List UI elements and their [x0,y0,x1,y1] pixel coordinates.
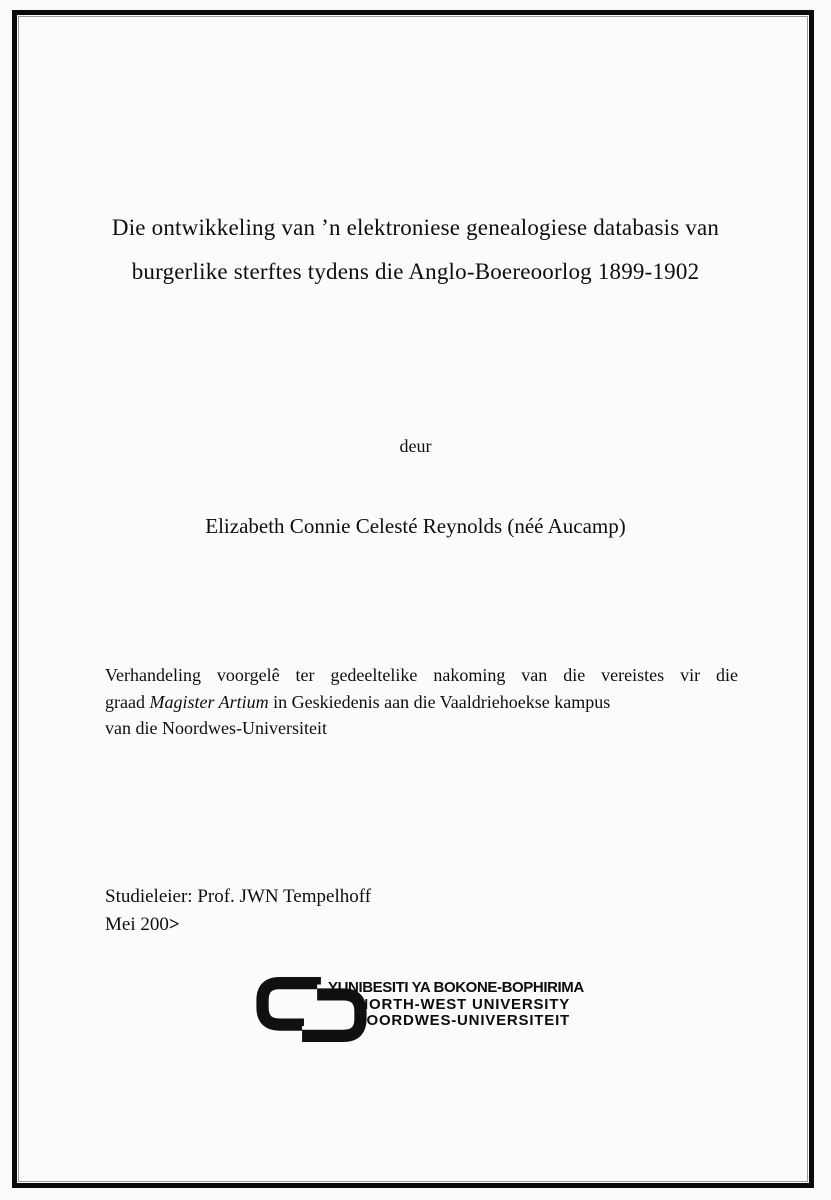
submission-line-1: Verhandeling voorgelê ter gedeeltelike nakoming van die vereistes vir die [105,665,738,685]
submission-line-3: van die Noordwes-Universiteit [105,718,327,738]
date-final-digit: > [168,914,179,935]
logo-line-english: NORTH-WEST UNIVERSITY [357,995,570,1013]
degree-name: Magister Artium [149,691,269,712]
nwu-logo-wordmark [328,979,584,1030]
submission-line-2-suffix: in Geskiedenis aan die Vaaldriehoekse kampus [268,691,611,712]
submission-line-2 [105,689,738,716]
author-name: Elizabeth Connie Celesté Reynolds (néé Aucamp) [205,514,626,538]
thesis-title-line-1: Die ontwikkeling van ’n elektroniese genealogiese databasis van [111,215,720,240]
date-line [105,911,371,939]
supervisor-line: Studieleier: Prof. JWN Tempelhoff [105,886,372,907]
supervisor-block [105,883,371,939]
thesis-title [60,206,771,294]
logo-line-setswana: YUNIBESITI YA BOKONE-BOPHIRIMA [328,979,584,996]
submission-statement [105,662,738,742]
byline: deur [399,436,432,456]
date-text: Mei 200 [105,914,169,935]
thesis-title-line-2: burgerlike sterftes tydens die Anglo-Boereoorlog 1899-1902 [131,259,700,284]
logo-line-afrikaans: NOORDWES-UNIVERSITEIT [354,1012,570,1029]
submission-line-2-prefix: graad [105,691,150,712]
